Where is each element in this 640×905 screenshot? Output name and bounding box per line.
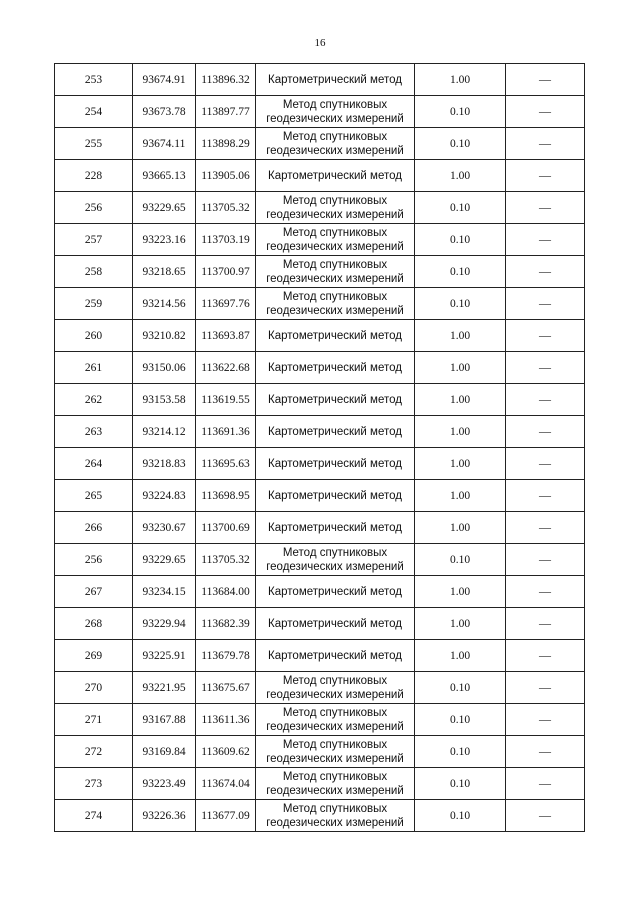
table-row [55,608,585,640]
x-coordinate-cell: 93221.95 [133,672,196,704]
note-dash: — [539,488,551,502]
point-number-cell: 269 [55,640,133,672]
table-row [55,352,585,384]
page-number: 16 [314,37,326,49]
method-cell: Метод спутниковых геодезических измерений [256,288,415,320]
method-cell: Метод спутниковых геодезических измерений [256,736,415,768]
x-coordinate-cell: 93214.12 [133,416,196,448]
x-coordinate-cell: 93218.83 [133,448,196,480]
note-dash: — [539,328,551,342]
note-dash: — [539,648,551,662]
note-dash: — [539,360,551,374]
note-dash: — [539,200,551,214]
method-cell: Метод спутниковых геодезических измерений [256,704,415,736]
table-row [55,640,585,672]
table-row [55,448,585,480]
point-number-cell: 261 [55,352,133,384]
point-number-cell: 265 [55,480,133,512]
accuracy-cell: 0.10 [415,96,506,128]
note-cell [506,736,585,768]
y-coordinate-cell: 113898.29 [196,128,256,160]
note-cell [506,672,585,704]
note-dash: — [539,808,551,822]
y-coordinate-cell: 113619.55 [196,384,256,416]
point-number-cell: 274 [55,800,133,832]
accuracy-cell: 0.10 [415,192,506,224]
table-row [55,576,585,608]
x-coordinate-cell: 93229.65 [133,544,196,576]
accuracy-cell: 0.10 [415,256,506,288]
table-row [55,512,585,544]
point-number-cell: 254 [55,96,133,128]
method-cell: Метод спутниковых геодезических измерений [256,96,415,128]
y-coordinate-cell: 113674.04 [196,768,256,800]
x-coordinate-cell: 93167.88 [133,704,196,736]
table-row [55,672,585,704]
note-cell [506,64,585,96]
note-cell [506,544,585,576]
note-dash: — [539,616,551,630]
table-row [55,128,585,160]
note-dash: — [539,584,551,598]
note-cell [506,800,585,832]
method-cell: Картометрический метод [256,416,415,448]
y-coordinate-cell: 113700.69 [196,512,256,544]
method-cell: Метод спутниковых геодезических измерений [256,256,415,288]
table-row [55,192,585,224]
note-dash: — [539,680,551,694]
method-cell: Картометрический метод [256,384,415,416]
note-dash: — [539,232,551,246]
note-cell [506,256,585,288]
note-dash: — [539,264,551,278]
accuracy-cell: 1.00 [415,384,506,416]
method-cell: Метод спутниковых геодезических измерений [256,192,415,224]
method-cell: Метод спутниковых геодезических измерений [256,768,415,800]
note-cell [506,768,585,800]
coordinates-table [54,63,585,832]
accuracy-cell: 1.00 [415,576,506,608]
note-dash: — [539,424,551,438]
method-cell: Картометрический метод [256,512,415,544]
x-coordinate-cell: 93223.16 [133,224,196,256]
note-dash: — [539,136,551,150]
accuracy-cell: 0.10 [415,768,506,800]
point-number-cell: 253 [55,64,133,96]
note-cell [506,192,585,224]
x-coordinate-cell: 93229.94 [133,608,196,640]
y-coordinate-cell: 113698.95 [196,480,256,512]
point-number-cell: 258 [55,256,133,288]
table-row [55,480,585,512]
method-cell: Метод спутниковых геодезических измерений [256,128,415,160]
table-row [55,288,585,320]
table-row [55,320,585,352]
accuracy-cell: 1.00 [415,640,506,672]
table-row [55,736,585,768]
y-coordinate-cell: 113695.63 [196,448,256,480]
method-cell: Картометрический метод [256,352,415,384]
method-cell: Картометрический метод [256,320,415,352]
table-row [55,416,585,448]
note-cell [506,224,585,256]
point-number-cell: 257 [55,224,133,256]
x-coordinate-cell: 93223.49 [133,768,196,800]
note-dash: — [539,744,551,758]
note-dash: — [539,456,551,470]
note-cell [506,512,585,544]
method-cell: Картометрический метод [256,608,415,640]
method-cell: Картометрический метод [256,576,415,608]
method-cell: Метод спутниковых геодезических измерений [256,544,415,576]
note-dash: — [539,712,551,726]
point-number-cell: 272 [55,736,133,768]
point-number-cell: 255 [55,128,133,160]
y-coordinate-cell: 113700.97 [196,256,256,288]
method-cell: Картометрический метод [256,160,415,192]
note-cell [506,352,585,384]
x-coordinate-cell: 93665.13 [133,160,196,192]
method-cell: Картометрический метод [256,640,415,672]
note-cell [506,416,585,448]
accuracy-cell: 0.10 [415,800,506,832]
y-coordinate-cell: 113622.68 [196,352,256,384]
method-cell: Метод спутниковых геодезических измерений [256,224,415,256]
point-number-cell: 259 [55,288,133,320]
point-number-cell: 267 [55,576,133,608]
y-coordinate-cell: 113705.32 [196,192,256,224]
x-coordinate-cell: 93150.06 [133,352,196,384]
method-cell: Картометрический метод [256,64,415,96]
note-dash: — [539,296,551,310]
x-coordinate-cell: 93674.91 [133,64,196,96]
note-dash: — [539,520,551,534]
x-coordinate-cell: 93234.15 [133,576,196,608]
note-cell [506,288,585,320]
y-coordinate-cell: 113675.67 [196,672,256,704]
point-number-cell: 262 [55,384,133,416]
accuracy-cell: 1.00 [415,608,506,640]
note-cell [506,96,585,128]
accuracy-cell: 1.00 [415,512,506,544]
accuracy-cell: 1.00 [415,448,506,480]
x-coordinate-cell: 93673.78 [133,96,196,128]
y-coordinate-cell: 113693.87 [196,320,256,352]
method-cell: Метод спутниковых геодезических измерений [256,800,415,832]
x-coordinate-cell: 93153.58 [133,384,196,416]
note-dash: — [539,392,551,406]
y-coordinate-cell: 113609.62 [196,736,256,768]
table-row [55,544,585,576]
accuracy-cell: 1.00 [415,160,506,192]
table-row [55,800,585,832]
x-coordinate-cell: 93230.67 [133,512,196,544]
y-coordinate-cell: 113684.00 [196,576,256,608]
accuracy-cell: 0.10 [415,672,506,704]
x-coordinate-cell: 93226.36 [133,800,196,832]
table-row [55,160,585,192]
note-cell [506,704,585,736]
point-number-cell: 256 [55,192,133,224]
table-row [55,704,585,736]
point-number-cell: 263 [55,416,133,448]
method-cell: Картометрический метод [256,448,415,480]
accuracy-cell: 0.10 [415,704,506,736]
note-cell [506,384,585,416]
note-dash: — [539,72,551,86]
accuracy-cell: 1.00 [415,416,506,448]
note-cell [506,480,585,512]
y-coordinate-cell: 113703.19 [196,224,256,256]
table-row [55,768,585,800]
note-cell [506,608,585,640]
point-number-cell: 266 [55,512,133,544]
y-coordinate-cell: 113905.06 [196,160,256,192]
accuracy-cell: 1.00 [415,352,506,384]
note-cell [506,160,585,192]
note-cell [506,128,585,160]
accuracy-cell: 0.10 [415,128,506,160]
note-cell [506,640,585,672]
point-number-cell: 268 [55,608,133,640]
y-coordinate-cell: 113697.76 [196,288,256,320]
accuracy-cell: 1.00 [415,64,506,96]
point-number-cell: 256 [55,544,133,576]
point-number-cell: 273 [55,768,133,800]
note-dash: — [539,552,551,566]
point-number-cell: 264 [55,448,133,480]
point-number-cell: 271 [55,704,133,736]
y-coordinate-cell: 113682.39 [196,608,256,640]
note-cell [506,320,585,352]
x-coordinate-cell: 93229.65 [133,192,196,224]
y-coordinate-cell: 113896.32 [196,64,256,96]
accuracy-cell: 1.00 [415,480,506,512]
accuracy-cell: 0.10 [415,288,506,320]
y-coordinate-cell: 113611.36 [196,704,256,736]
accuracy-cell: 0.10 [415,736,506,768]
y-coordinate-cell: 113677.09 [196,800,256,832]
x-coordinate-cell: 93214.56 [133,288,196,320]
x-coordinate-cell: 93225.91 [133,640,196,672]
coordinates-table-body [55,64,585,832]
accuracy-cell: 0.10 [415,224,506,256]
note-dash: — [539,104,551,118]
table-row [55,256,585,288]
table-row [55,96,585,128]
accuracy-cell: 1.00 [415,320,506,352]
table-row [55,64,585,96]
y-coordinate-cell: 113679.78 [196,640,256,672]
table-row [55,384,585,416]
method-cell: Метод спутниковых геодезических измерений [256,672,415,704]
accuracy-cell: 0.10 [415,544,506,576]
method-cell: Картометрический метод [256,480,415,512]
x-coordinate-cell: 93224.83 [133,480,196,512]
x-coordinate-cell: 93218.65 [133,256,196,288]
x-coordinate-cell: 93674.11 [133,128,196,160]
x-coordinate-cell: 93210.82 [133,320,196,352]
point-number-cell: 270 [55,672,133,704]
note-dash: — [539,168,551,182]
x-coordinate-cell: 93169.84 [133,736,196,768]
y-coordinate-cell: 113705.32 [196,544,256,576]
note-dash: — [539,776,551,790]
y-coordinate-cell: 113897.77 [196,96,256,128]
point-number-cell: 260 [55,320,133,352]
note-cell [506,448,585,480]
y-coordinate-cell: 113691.36 [196,416,256,448]
table-row [55,224,585,256]
point-number-cell: 228 [55,160,133,192]
note-cell [506,576,585,608]
